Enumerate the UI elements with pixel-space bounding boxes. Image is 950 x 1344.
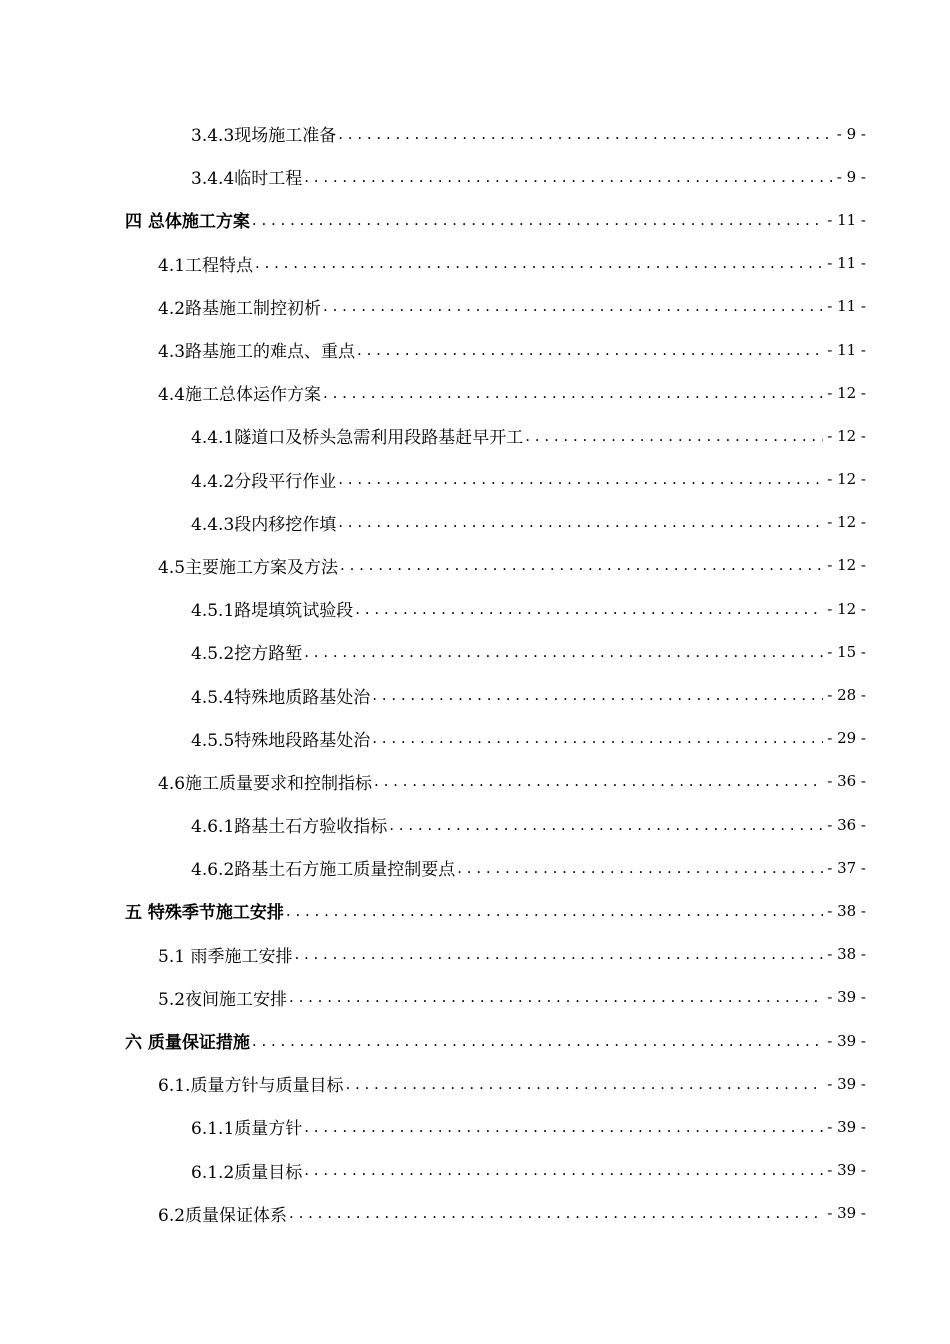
toc-entry-title: 4.1工程特点 [158,255,254,276]
toc-entry[interactable] [0,1149,950,1192]
toc-entry-page: - 15 - [827,642,866,661]
toc-entry-title: 6.2质量保证体系 [158,1205,288,1226]
toc-entry[interactable] [0,1192,950,1235]
toc-entry[interactable] [0,630,950,673]
toc-entry[interactable] [0,803,950,846]
toc-entry[interactable] [0,544,950,587]
dot-leader [357,341,823,359]
toc-entry[interactable] [0,760,950,803]
toc-entry-page: - 36 - [827,772,866,791]
toc-entry-title: 6.1.2质量目标 [191,1162,303,1183]
toc-entry[interactable] [0,846,950,889]
dot-leader [323,384,823,402]
dot-leader [457,859,823,877]
dot-leader [355,600,823,618]
toc-entry-title: 5.2夜间施工安排 [158,989,288,1010]
toc-entry[interactable] [0,285,950,328]
toc-entry-title: 5.1 雨季施工安排 [158,946,293,967]
toc-entry-page: - 28 - [827,686,866,705]
toc-entry-title: 6.1.质量方针与质量目标 [158,1076,344,1097]
dot-leader [389,816,823,834]
toc-entry-title: 3.4.3现场施工准备 [191,126,337,147]
dot-leader [338,513,823,531]
toc-entry[interactable] [0,328,950,371]
dot-leader [286,902,823,920]
table-of-contents [0,112,950,1235]
dot-leader [252,211,823,229]
toc-entry-page: - 12 - [827,513,866,532]
toc-entry-page: - 39 - [827,1074,866,1093]
toc-chapter-entry[interactable] [0,198,950,241]
toc-entry-title: 4.2路基施工制控初析 [158,298,322,319]
dot-leader [323,297,823,315]
dot-leader [304,1161,823,1179]
toc-entry[interactable] [0,1105,950,1148]
toc-entry-page: - 39 - [827,1031,866,1050]
toc-entry-page: - 39 - [827,1204,866,1223]
dot-leader [338,470,823,488]
dot-leader [340,556,823,574]
dot-leader [372,729,823,747]
toc-entry-title: 3.4.4临时工程 [191,169,303,190]
toc-entry[interactable] [0,1062,950,1105]
toc-entry-page: - 12 - [827,599,866,618]
toc-entry[interactable] [0,587,950,630]
toc-entry-title: 4.5.5特殊地段路基处治 [191,730,371,751]
dot-leader [255,254,823,272]
dot-leader [345,1075,823,1093]
toc-entry[interactable] [0,976,950,1019]
toc-entry-page: - 39 - [827,1117,866,1136]
toc-chapter-entry[interactable] [0,1019,950,1062]
toc-entry-page: - 39 - [827,1161,866,1180]
toc-entry-title: 4.4.3段内移挖作填 [191,514,337,535]
toc-entry-title: 6.1.1质量方针 [191,1119,303,1140]
toc-entry-title: 4.6施工质量要求和控制指标 [158,773,373,794]
toc-entry[interactable] [0,501,950,544]
toc-entry-page: - 9 - [836,124,866,143]
toc-entry-title: 4.4施工总体运作方案 [158,385,322,406]
toc-entry-title: 4.5.4特殊地质路基处治 [191,687,371,708]
toc-entry-title: 4.5主要施工方案及方法 [158,557,339,578]
toc-entry-title: 4.5.2挖方路堑 [191,644,303,665]
toc-entry-page: - 38 - [827,945,866,964]
dot-leader [252,1032,823,1050]
toc-entry-page: - 12 - [827,556,866,575]
dot-leader [304,168,833,186]
toc-entry-page: - 36 - [827,815,866,834]
toc-entry-page: - 12 - [827,426,866,445]
dot-leader [294,945,823,963]
toc-entry-page: - 12 - [827,470,866,489]
toc-entry-page: - 38 - [827,901,866,920]
toc-entry-title: 五 特殊季节施工安排 [125,903,284,924]
toc-entry[interactable] [0,112,950,155]
toc-entry[interactable] [0,371,950,414]
toc-entry-title: 4.5.1路堤填筑试验段 [191,601,354,622]
toc-entry[interactable] [0,458,950,501]
toc-entry-title: 4.6.2路基土石方施工质量控制要点 [191,860,456,881]
toc-entry-page: - 12 - [827,383,866,402]
toc-entry-title: 4.4.1隧道口及桥头急需利用段路基赶早开工 [191,428,524,449]
toc-entry-page: - 29 - [827,729,866,748]
toc-entry-page: - 37 - [827,858,866,877]
toc-entry-title: 4.3路基施工的难点、重点 [158,342,356,363]
toc-entry[interactable] [0,717,950,760]
toc-chapter-entry[interactable] [0,889,950,932]
toc-entry[interactable] [0,155,950,198]
toc-entry-title: 六 质量保证措施 [125,1033,250,1054]
toc-entry-page: - 39 - [827,988,866,1007]
dot-leader [525,427,823,445]
toc-entry-page: - 11 - [827,340,866,359]
toc-entry[interactable] [0,414,950,457]
dot-leader [304,643,823,661]
dot-leader [304,1118,823,1136]
toc-entry-title: 4.4.2分段平行作业 [191,471,337,492]
toc-entry-page: - 9 - [836,167,866,186]
toc-entry-page: - 11 - [827,210,866,229]
toc-entry[interactable] [0,673,950,716]
toc-entry[interactable] [0,933,950,976]
toc-entry-title: 四 总体施工方案 [125,212,250,233]
dot-leader [289,988,823,1006]
dot-leader [338,125,833,143]
toc-entry-title: 4.6.1路基土石方验收指标 [191,817,388,838]
dot-leader [289,1204,823,1222]
dot-leader [374,772,823,790]
toc-entry-page: - 11 - [827,254,866,273]
toc-entry[interactable] [0,242,950,285]
dot-leader [372,686,823,704]
toc-entry-page: - 11 - [827,297,866,316]
